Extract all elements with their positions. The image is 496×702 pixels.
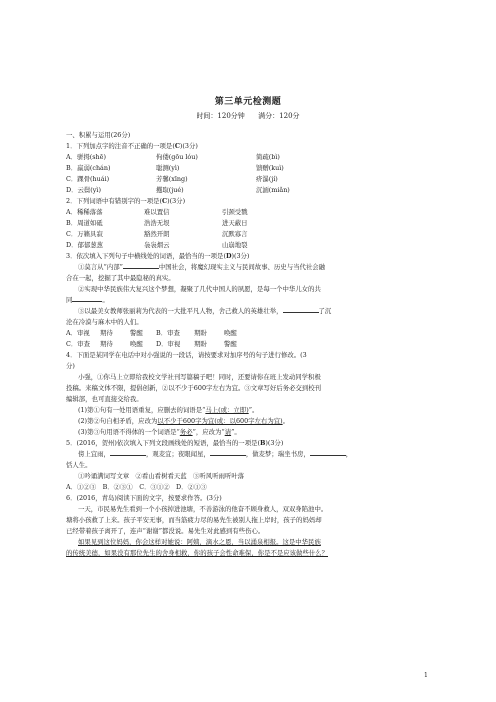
time-limit: 时间：120分钟 [196,112,245,120]
section-heading: 一、积累与运用(26分) [66,131,131,139]
q4-passage-3: 编辑部，也可直接交给我。 [66,395,143,403]
q1-option-a: A．骈拇(shē) 佝偻(gōu lóu) 简疏(bì) [66,153,280,161]
q3-sentence-1-cont: 合在一起，挖掘了其中最隐秘的真实。 [66,274,175,282]
q5-passage-2: 恬人生。 [66,461,92,469]
answer-2: C [162,197,168,205]
q1-option-b: B．羸弱(chán) 聪测(yì) 馈赠(kuì) [66,164,284,172]
q2-option-d: D．郁郁葱葱 袅袅烟云 山崩地裂 [66,241,248,249]
page-number: 1 [424,672,428,679]
q1-option-c: C．踝骨(huái) 芳馨(xīng) 疥瀑(jí) [66,175,278,183]
q2-option-b: B．周道如砥 浩浩无垠 进天蔽日 [66,219,248,227]
question-4-stem-cont: 分) [66,362,75,370]
exam-meta [0,111,496,121]
q6-passage-5: 的传统美德，如果没有那位先生的舍身相救，你的孩子会性命难保，你是不是应该做些什么？ [66,549,329,557]
q3-sentence-2: ②实现中华民族伟大复兴这个梦想，凝聚了几代中国人的夙愿，是每一个中华儿女的共 [78,285,321,293]
q1-option-d: D．云鬓(yì) 攫取(jué) 沉湎(miǎn) [66,186,290,194]
q3-sentence-1: ①莫言从“内部” 中国社会，将魔幻现实主义与民间故事、历史与当代社会融 [78,263,326,271]
answer-5: B [259,439,266,447]
page-title: 第三单元检测题 [214,97,282,107]
q6-passage-4: 如果见到这位妈妈，你会这样对她说：阿姨，滴水之恩，当以涌泉相报。这是中华民族 [78,538,321,546]
q6-passage-2: 塘将小孩救了上来。孩子平安无事，而当筋疲力尽的易先生被别人拖上岸时，孩子的妈妈却 [66,516,322,524]
exam-content [66,130,432,559]
q5-items: ①吟诵满词写文章 ②看山看树看天蓝 ③听风听雨听叶落 [78,472,245,480]
q4-passage-1: 小强，①你马上立即给我校文学社刊写篇稿子吧！同时，还要请你在班上发动同学积极 [78,373,321,381]
q3-sentence-2-cont: 同 。 [66,296,109,304]
q2-option-a: A．稀稀落落 难以置信 引颈受戮 [66,208,248,216]
answer-3: D [225,252,232,260]
q6-passage-3: 已经带着孩子离开了，连声“谢谢”都没说。易先生对此感到有些伤心。 [66,527,265,535]
q5-options: A．①②③ B．②③① C．③①② D．②①③ [66,483,207,491]
q3-options-ab: A．审视 期待 警醒 B．审查 期盼 唤醒 [66,329,237,337]
question-6-stem: 6．(2016，青岛)阅读下面的文字，按要求作答。(3分) [66,494,222,502]
answer-1: C [174,142,180,150]
question-5-stem: 5．(2016，贺州)依次填入下列文段画线处的短语，最恰当的一项是(B)(3分) [66,439,284,447]
q4-answer-2: (2)第②句自相矛盾，应改为以不少于600字为宜(或：以600字左右为宜)。 [78,417,289,425]
q3-options-cd: C．审查 期待 唤醒 D．审视 期盼 警醒 [66,340,237,348]
question-3-stem: 3．依次填入下列句子中横线处的词语，最恰当的一项是(D)(3分) [66,252,250,260]
full-score: 满分：120分 [258,112,300,120]
q5-passage-1: 傍上宜雨， ，观麦宜；夜眼闻星， ，做麦梦；瑞坐书房， ， [78,450,353,458]
q4-answer-3: (3)第③句用语不得体的一个词语是“务必”，应改为“请”。 [78,428,241,436]
q3-sentence-3-cont: 沦在冷漠与麻木中的人们。 [66,318,143,326]
q4-passage-2: 投稿。来稿文体不限，提倡创新，②以不少于600字左右为宜。③文章写好后务必交到校刊 [66,384,322,392]
question-1-stem: 1．下列加点字的注音不正确的一项是(C)(3分) [66,142,198,150]
q3-sentence-3: ③以最美女教师张丽莉为代表的一大批平凡人物，舍己救人的英雄壮举， 了沉 [78,307,332,315]
question-4-stem: 4．下面是某同学在电话中对小强说的一段话，请按要求对加序号的句子进行修改。(3 [66,351,307,359]
q2-option-c: C．万籁具寂 豁然开朗 沉默寡言 [66,230,248,238]
question-2-stem: 2．下列词语中有错别字的一项是(C)(3分) [66,197,186,205]
q6-passage-1: 一天，市民易先生看到一个小孩掉进池塘，不善游泳的他奋不顾身救人，双双身陷池中。 [78,505,328,513]
q4-answer-1: (1)第①句有一处用语重复，应删去的词语是“马上(或：立即)”。 [78,406,259,414]
